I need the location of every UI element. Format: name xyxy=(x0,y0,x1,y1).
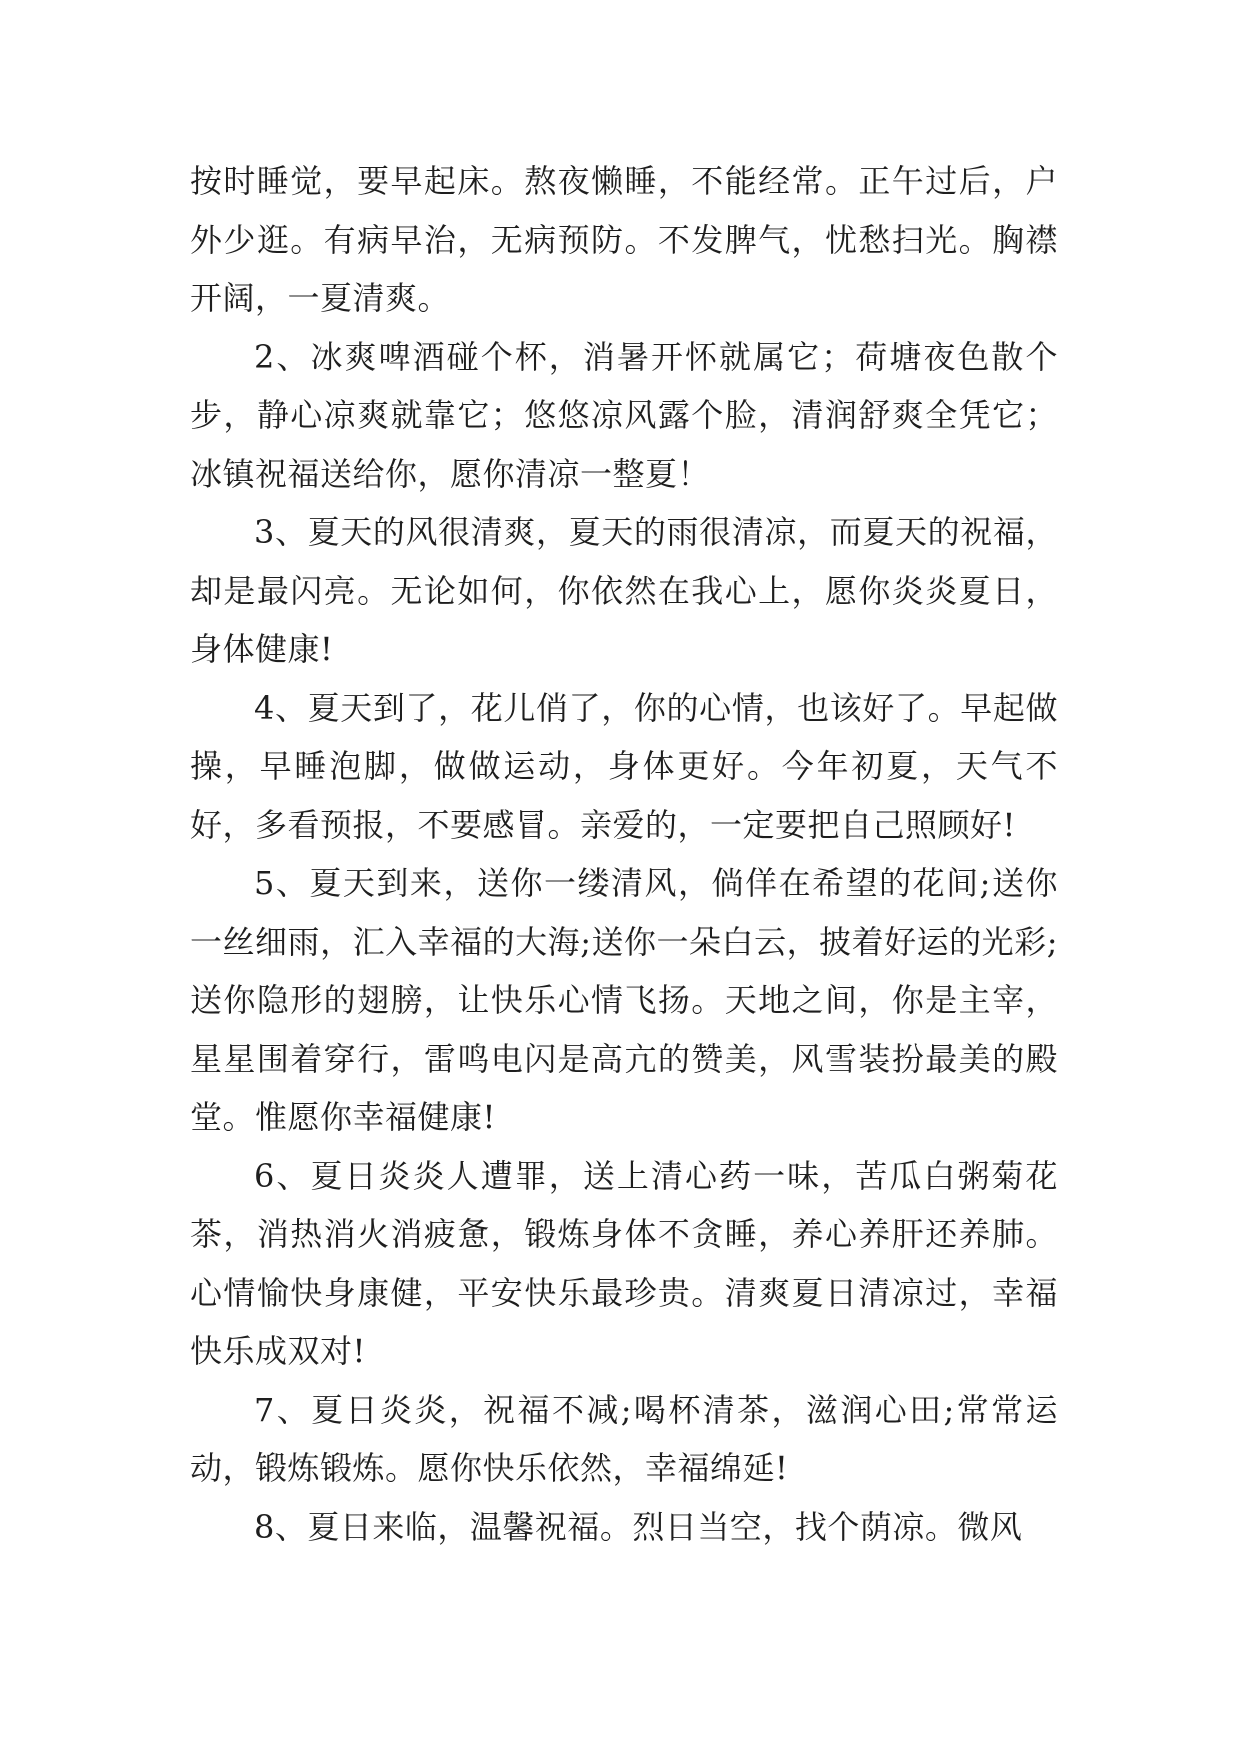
paragraph-4: 4、夏天到了，花儿俏了，你的心情，也该好了。早起做操，早睡泡脚，做做运动，身体更好。今年初夏，天气不好，多看预报，不要感冒。亲爱的，一定要把自己照顾好! xyxy=(190,688,1058,844)
paragraph-1: 按时睡觉，要早起床。熬夜懒睡，不能经常。正午过后，户外少逛。有病早治，无病预防。不发脾气，忧愁扫光。胸襟开阔，一夏清爽。 xyxy=(190,162,1058,317)
paragraph-8: 8、夏日来临，温馨祝福。烈日当空，找个荫凉。微风 xyxy=(254,1507,1023,1546)
paragraph-2: 2、冰爽啤酒碰个杯，消暑开怀就属它；荷塘夜色散个步，静心凉爽就靠它；悠悠凉风露个脸，清润舒爽全凭它；冰镇祝福送给你，愿你清凉一整夏！ xyxy=(190,337,1058,493)
paragraph-7: 7、夏日炎炎，祝福不减;喝杯清茶，滋润心田;常常运动，锻炼锻炼。愿你快乐依然，幸福绵延! xyxy=(190,1390,1058,1487)
document-body xyxy=(190,152,1058,1556)
paragraph-6: 6、夏日炎炎人遭罪，送上清心药一味，苦瓜白粥菊花茶，消热消火消疲惫，锻炼身体不贪睡，养心养肝还养肺。心情愉快身康健，平安快乐最珍贵。清爽夏日清凉过，幸福快乐成双对! xyxy=(190,1156,1058,1370)
paragraph-3: 3、夏天的风很清爽，夏天的雨很清凉，而夏天的祝福，却是最闪亮。无论如何，你依然在我心上，愿你炎炎夏日，身体健康! xyxy=(190,513,1058,668)
paragraph-5: 5、夏天到来，送你一缕清风，倘佯在希望的花间;送你一丝细雨，汇入幸福的大海;送你一朵白云，披着好运的光彩;送你隐形的翅膀，让快乐心情飞扬。天地之间，你是主宰，星星围着穿行，雷鸣电闪是高亢的赞美，风雪装扮最美的殿堂。惟愿你幸福健康! xyxy=(190,864,1058,1136)
